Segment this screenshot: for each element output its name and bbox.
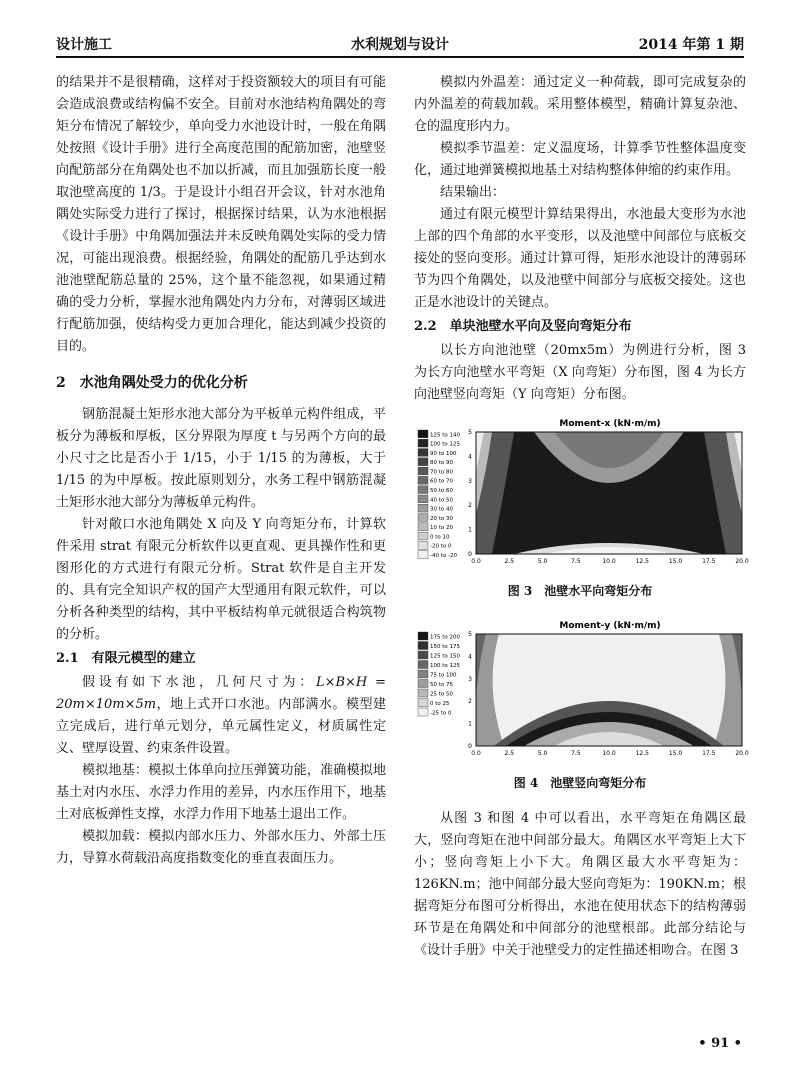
legend-label: 75 to 100 (430, 672, 457, 679)
legend-label: 0 to 25 (430, 701, 450, 707)
legend-swatch (418, 476, 428, 484)
page-number: • 91 • (698, 1036, 742, 1051)
legend-label: 50 to 75 (430, 682, 454, 688)
x-tick-label: 7.5 (570, 558, 581, 565)
legend-label: -40 to -20 (430, 553, 457, 559)
x-tick-label: 5.0 (537, 558, 548, 565)
legend-label: 125 to 150 (430, 653, 461, 660)
legend-swatch (418, 680, 428, 688)
legend-swatch (418, 467, 428, 475)
legend-swatch (418, 551, 428, 559)
legend-label: 90 to 100 (430, 450, 457, 457)
legend-swatch (418, 632, 428, 640)
legend-label: -20 to 0 (430, 543, 452, 550)
right-column (414, 72, 749, 962)
y-tick-label: 0 (468, 743, 472, 750)
y-tick-label: 3 (468, 477, 472, 485)
legend-label: 25 to 50 (430, 691, 454, 698)
subsection-heading: 2.1 有限元模型的建立 (56, 651, 196, 666)
legend-label: 100 to 125 (430, 441, 461, 448)
figure-4 (414, 616, 749, 766)
legend-swatch (418, 449, 428, 457)
paragraph: 假设有如下水池，几何尺寸为：L×B×H = 20m×10m×5m，地上式开口水池。内部满水。模型建立完成后，进行单元划分，单元属性定义，材质属性定义、壁厚设置、约束条件设置。 (56, 675, 386, 756)
y-tick-label: 3 (468, 675, 472, 683)
legend-label: 30 to 40 (430, 506, 454, 513)
legend-swatch (418, 670, 428, 678)
x-tick-label: 10.0 (602, 558, 616, 565)
moment-y-contour-plot (414, 616, 749, 766)
paragraph: 钢筋混凝土矩形水池大部分为平板单元构件组成，平板分为薄板和厚板，区分界限为厚度 t 与另两个方向的最小尺寸之比是否小于 1/15，小于 1/15 的为薄板，大于 1/15 的为中厚板。按此原则划分，水务工程中钢筋混凝土矩形水池大部分为薄板单元构件。 (56, 407, 386, 510)
x-tick-label: 2.5 (504, 558, 515, 565)
legend-label: 100 to 125 (430, 663, 461, 669)
x-tick-label: 17.5 (702, 558, 716, 565)
x-tick-label: 15.0 (668, 750, 683, 757)
header-issue: 2014 年第 1 期 (638, 37, 744, 53)
legend-label: 40 to 50 (430, 497, 454, 504)
legend-label: 150 to 175 (430, 644, 461, 650)
section-heading: 2 水池角隅处受力的优化分析 (56, 375, 248, 391)
legend-swatch (418, 504, 428, 512)
paragraph: 结果输出： (440, 185, 506, 200)
paragraph: 模拟内外温差：通过定义一种荷载，即可完成复杂的内外温差的荷载加载。采用整体模型，精确计算复杂池、仓的温度形内力。 (414, 75, 746, 134)
paragraph: 从图 3 和图 4 中可以看出，水平弯矩在角隅区最大，竖向弯矩在池中间部分最大。角隅区水平弯矩上大下小；竖向弯矩上小下大。角隅区最大水平弯矩为：126KN.m；池中间部分最大竖向弯矩为：190KN.m；根据弯矩分布图可分析得出，水池在使用状态下的结构薄弱环节是在角隅处和中间部分的池壁根部。此部分结论与《设计手册》中关于池壁受力的定性描述相吻合。在图 3 (414, 811, 746, 958)
formula: L×B×H = 20m×10m×5m (56, 675, 386, 712)
x-tick-label: 20.0 (735, 558, 749, 565)
legend-swatch (418, 708, 428, 716)
y-tick-label: 5 (468, 429, 472, 436)
paragraph: 通过有限元模型计算结果得出，水池最大变形为水池上部的四个角部的水平变形，以及池壁中间部位与底板交接处的竖向变形。通过计算可得，矩形水池设计的薄弱环节为四个角隅处，以及池壁中间部分与底板交接处。这也正是水池设计的关键点。 (414, 207, 746, 310)
contour-field (476, 634, 742, 746)
legend-swatch (418, 689, 428, 697)
y-tick-label: 0 (468, 551, 472, 558)
legend-swatch (418, 486, 428, 494)
y-tick-label: 5 (468, 631, 472, 638)
paragraph: 针对敞口水池角隅处 X 向及 Y 向弯矩分布，计算软件采用 strat 有限元分析软件以更直观、更具操作性和更图形化的方式进行有限元分析。Strat 软件是自主开发的、具有完全知识产权的国产大型通用有限元软件，可以分析各种类型的结构，其中平板结构单元就很适合构筑物的分析。 (56, 517, 386, 642)
legend-label: 70 to 80 (430, 469, 454, 476)
x-tick-label: 0.0 (471, 558, 481, 565)
x-tick-label: 10.0 (602, 750, 616, 757)
legend-swatch (418, 532, 428, 540)
legend-swatch (418, 699, 428, 707)
header-section: 设计施工 (56, 37, 112, 53)
legend-label: 10 to 20 (430, 525, 454, 532)
y-tick-label: 1 (468, 720, 472, 728)
subsection-heading: 2.2 单块池壁水平向及竖向弯矩分布 (414, 319, 632, 334)
legend-swatch (418, 541, 428, 549)
header-journal: 水利规划与设计 (351, 37, 449, 53)
paragraph: 以长方向池池壁（20mx5m）为例进行分析，图 3 为长方向池壁水平弯矩（X 向弯矩）分布图，图 4 为长方向池壁竖向弯矩（Y 向弯矩）分布图。 (414, 343, 746, 402)
legend-label: 80 to 90 (430, 460, 454, 467)
legend-label: 50 to 60 (430, 488, 454, 494)
moment-x-contour-plot (414, 414, 749, 574)
legend-swatch (418, 514, 428, 522)
running-header (56, 30, 744, 58)
legend-label: 175 to 200 (430, 634, 461, 641)
legend-swatch (418, 439, 428, 447)
legend-swatch (418, 651, 428, 659)
y-tick-label: 2 (468, 698, 472, 706)
x-tick-label: 20.0 (735, 750, 749, 757)
paragraph: 模拟季节温差：定义温度场，计算季节性整体温度变化，通过地弹簧模拟地基土对结构整体伸缩的约束作用。 (414, 141, 746, 178)
figure-3 (414, 414, 749, 574)
legend-swatch (418, 430, 428, 438)
contour-field (476, 432, 742, 554)
legend-label: 20 to 30 (430, 515, 454, 522)
legend-label: 0 to 10 (430, 534, 450, 541)
legend-label: 125 to 140 (430, 432, 461, 439)
legend-swatch (418, 458, 428, 466)
y-tick-label: 4 (468, 453, 472, 461)
paragraph: 模拟地基：模拟土体单向拉压弹簧功能，准确模拟地基土对内水压、水浮力作用的差异，内水压作用下，地基土对底板弹性支撑，水浮力作用下地基土退出工作。 (56, 763, 386, 822)
x-tick-label: 0.0 (471, 750, 481, 757)
y-tick-label: 4 (468, 653, 472, 661)
paragraph: 模拟加载：模拟内部水压力、外部水压力、外部土压力，导算水荷载沿高度指数变化的垂直表面压力。 (56, 829, 386, 866)
x-tick-label: 5.0 (537, 750, 548, 757)
y-tick-label: 2 (468, 502, 472, 510)
legend-swatch (418, 523, 428, 531)
plot-title: Moment-y (kN·m/m) (559, 621, 661, 631)
x-tick-label: 12.5 (635, 558, 649, 565)
x-tick-label: 7.5 (570, 750, 581, 757)
x-tick-label: 17.5 (702, 750, 716, 757)
legend-label: 60 to 70 (430, 478, 454, 485)
x-tick-label: 15.0 (668, 558, 683, 565)
y-tick-label: 1 (468, 526, 472, 534)
x-tick-label: 2.5 (504, 750, 515, 757)
paragraph: 的结果并不是很精确，这样对于投资额较大的项目有可能会造成浪费或结构偏不安全。目前对水池结构角隅处的弯矩分布情况了解较少，单向受力水池设计时，一般在角隅处按照《设计手册》进行全高度范围的配筋加密，池壁竖向配筋部分在角隅处也不加以折减，而且加强筋长度一般取池壁高度的 1/3。于是设计小组召开会议，针对水池角隅处实际受力进行了探讨，根据探讨结果，认为水池根据《设计手册》中角隅加强法并未反映角隅处实际的受力情况，可能出现浪费。根据经验，角隅处的配筋几乎达到水池池壁配筋总量的 25%，这个量不能忽视，如果通过精确的受力分析，掌握水池角隅处内力分布，对薄弱区域进行配筋加强，使结构受力更加合理化，能达到减少投资的目的。 (56, 75, 386, 354)
x-tick-label: 12.5 (635, 750, 649, 757)
left-column (56, 72, 386, 870)
legend-swatch (418, 642, 428, 650)
figure-caption: 图 4 池壁竖向弯矩分布 (513, 776, 647, 790)
plot-title: Moment-x (kN·m/m) (559, 419, 661, 429)
legend-swatch (418, 495, 428, 503)
figure-caption: 图 3 池壁水平向弯矩分布 (507, 584, 653, 598)
legend-label: -25 to 0 (430, 710, 452, 717)
legend-swatch (418, 661, 428, 669)
